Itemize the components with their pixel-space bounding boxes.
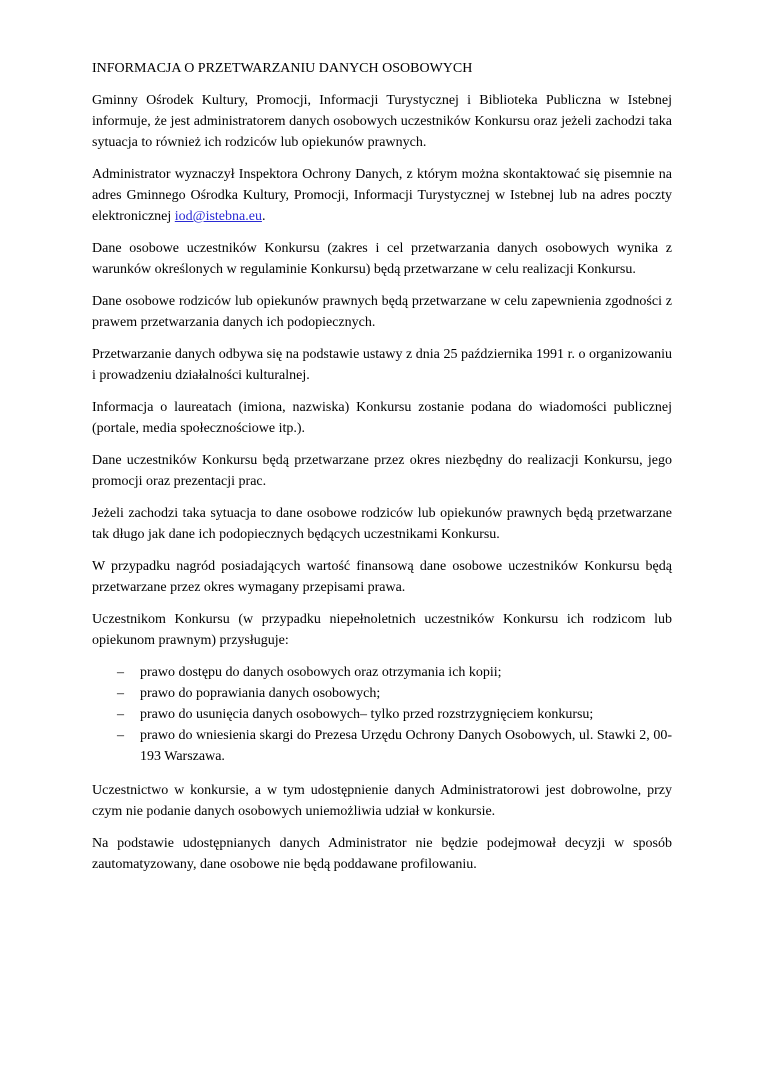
bullet-dash: – bbox=[117, 707, 124, 722]
bullet-dash: – bbox=[117, 686, 124, 701]
paragraph-contact bbox=[92, 164, 672, 227]
contact-text-before-link: Administrator wyznaczył Inspektora Ochrony Danych, z którym można skontaktować się pisemnie na adres Gminnego Ośrodka Kultury, Promocji, Informacji Turystycznej w Istebnej lub na adres poczty elektronicznej bbox=[92, 167, 672, 224]
rights-list bbox=[92, 662, 672, 767]
paragraph-participants-data: Dane osobowe uczestników Konkursu (zakres i cel przetwarzania danych osobowych wynika z warunków określonych w regulaminie Konkursu) będą przetwarzane w celu realizacji Konkursu. bbox=[92, 241, 672, 277]
list-item bbox=[92, 725, 672, 767]
list-item-text: prawo dostępu do danych osobowych oraz otrzymania ich kopii; bbox=[140, 665, 502, 680]
contact-text-after-link: . bbox=[261, 209, 266, 224]
paragraph-rights-intro: Uczestnikom Konkursu (w przypadku niepełnoletnich uczestników Konkursu ich rodzicom lub opiekunom prawnym) przysługuje: bbox=[92, 612, 672, 648]
list-item-text: prawo do wniesienia skargi do Prezesa Urzędu Ochrony Danych Osobowych, ul. Stawki 2, 00-193 Warszawa. bbox=[140, 728, 672, 764]
bullet-dash: – bbox=[117, 665, 124, 680]
paragraph-voluntary-participation: Uczestnictwo w konkursie, a w tym udostępnienie danych Administratorowi jest dobrowolne, przy czym nie podanie danych osobowych uniemożliwia udział w konkursie. bbox=[92, 783, 672, 819]
paragraph-no-profiling: Na podstawie udostępnianych danych Administrator nie będzie podejmował decyzji w sposób zautomatyzowany, dane osobowe nie będą poddawane profilowaniu. bbox=[92, 836, 672, 872]
bullet-dash: – bbox=[117, 728, 124, 743]
paragraph-prizes-retention: W przypadku nagród posiadających wartość finansową dane osobowe uczestników Konkursu będą przetwarzane przez okres wymagany przepisami prawa. bbox=[92, 559, 672, 595]
paragraph-laureates-info: Informacja o laureatach (imiona, nazwiska) Konkursu zostanie podana do wiadomości publicznej (portale, media społecznościowe itp.). bbox=[92, 400, 672, 436]
paragraph-retention-period: Dane uczestników Konkursu będą przetwarzane przez okres niezbędny do realizacji Konkursu, jego promocji oraz prezentacji prac. bbox=[92, 453, 672, 489]
list-item bbox=[92, 683, 672, 704]
list-item-text: prawo do poprawiania danych osobowych; bbox=[140, 686, 381, 701]
paragraph-legal-basis: Przetwarzanie danych odbywa się na podstawie ustawy z dnia 25 października 1991 r. o organizowaniu i prowadzeniu działalności kulturalnej. bbox=[92, 347, 672, 383]
paragraph-parents-retention: Jeżeli zachodzi taka sytuacja to dane osobowe rodziców lub opiekunów prawnych będą przetwarzane tak długo jak dane ich podopiecznych będących uczestnikami Konkursu. bbox=[92, 506, 672, 542]
paragraph-intro: Gminny Ośrodek Kultury, Promocji, Informacji Turystycznej i Biblioteka Publiczna w Istebnej informuje, że jest administratorem danych osobowych uczestników Konkursu oraz jeżeli zachodzi taka sytuacja to również ich rodziców lub opiekunów prawnych. bbox=[92, 93, 672, 150]
list-item bbox=[92, 662, 672, 683]
list-item bbox=[92, 704, 672, 725]
paragraph-parents-data: Dane osobowe rodziców lub opiekunów prawnych będą przetwarzane w celu zapewnienia zgodności z prawem przetwarzania danych ich podopiecznych. bbox=[92, 294, 672, 330]
email-link[interactable]: iod@istebna.eu bbox=[174, 209, 262, 224]
document-heading: INFORMACJA O PRZETWARZANIU DANYCH OSOBOWYCH bbox=[92, 61, 473, 76]
list-item-text: prawo do usunięcia danych osobowych– tylko przed rozstrzygnięciem konkursu; bbox=[140, 707, 594, 722]
